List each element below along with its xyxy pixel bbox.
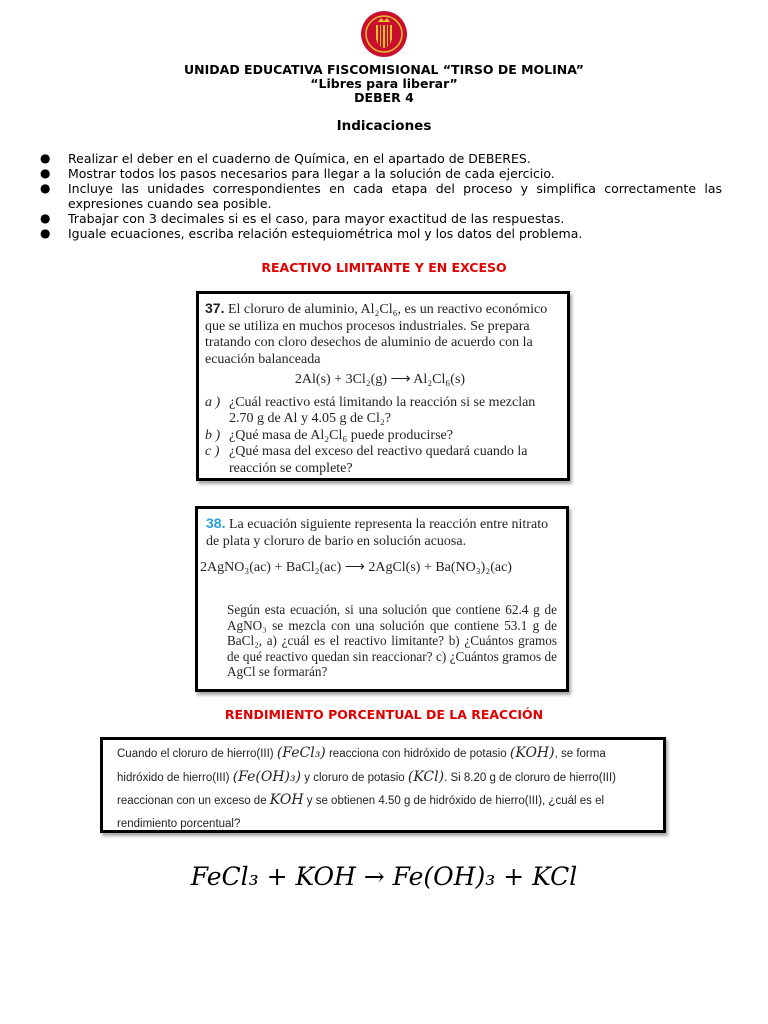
problem-37-box [196, 291, 570, 481]
bullet-icon: ● [40, 151, 51, 165]
subquestion-c: c ) ¿Qué masa del exceso del reactivo quedará cuando la reacción se complete? [205, 444, 528, 476]
instruction-item: ● Incluye las unidades correspondientes en cada etapa del proceso y simplifica correctamente las expresiones cuando sea posible. [40, 181, 722, 211]
problem-38-intro: La ecuación siguiente representa la reacción entre nitrato de plata y cloruro de bario en solución acuosa. [206, 517, 549, 549]
school-crest-logo [360, 10, 408, 58]
problem-37-equation: 2Al(s) + 3Cl₂(g) ⟶ Al₂Cl₆(s) [294, 372, 466, 387]
subquestion-a: a ) ¿Cuál reactivo está limitando la reacción si se mezclan 2.70 g de Al y 4.05 g de Cl₂? [205, 394, 536, 426]
assignment-title: DEBER 4 [354, 90, 414, 105]
subquestion-b: b ) ¿Qué masa de Al₂Cl₆ puede producirse? [205, 427, 453, 443]
problem-38-box [195, 506, 569, 692]
final-chemical-equation: FeCl₃ + KOH → Fe(OH)₃ + KCl [190, 862, 578, 891]
instruction-item: ● Mostrar todos los pasos necesarios para llegar a la solución de cada ejercicio. [40, 166, 555, 181]
problem-37-intro: El cloruro de aluminio, Al₂Cl₆, es un reactivo económico que se utiliza en muchos procesos industriales. Se prepara tratando con cloro desechos de aluminio de acuerdo con la ecuación balanceada [205, 302, 548, 367]
bullet-icon: ● [40, 181, 51, 195]
section-title-limiting-reagent: REACTIVO LIMITANTE Y EN EXCESO [261, 260, 507, 275]
instructions-list [38, 151, 722, 241]
instruction-item: ● Realizar el deber en el cuaderno de Química, en el apartado de DEBERES. [40, 151, 531, 166]
school-motto: “Libres para liberar” [310, 76, 458, 91]
instruction-item: ● Trabajar con 3 decimales si es el caso, para mayor exactitud de las respuestas. [40, 211, 565, 226]
school-name: UNIDAD EDUCATIVA FISCOMISIONAL “TIRSO DE MOLINA” [184, 62, 584, 77]
problem-37-text [205, 300, 555, 477]
instructions-heading: Indicaciones [336, 118, 432, 134]
problem-number: 37. [205, 300, 225, 316]
problem-38-question: Según esta ecuación, si una solución que contiene 62.4 g de AgNO₃ se mezcla con una solución que contiene 53.1 g de BaCl₂, a) ¿cuál es el reactivo limitante? b) ¿Cuántos gramos de qué reactivo quedan sin reaccionar? c) ¿Cuántos gramos de AgCl se formarán? [227, 602, 557, 679]
problem-number: 38. [206, 515, 226, 531]
problem-38-intro-block [206, 515, 558, 550]
problem-38-equation: 2AgNO₃(ac) + BaCl₂(ac) ⟶ 2AgCl(s) + Ba(NO₃)₂(ac) [200, 560, 512, 575]
section-title-percent-yield: RENDIMIENTO PORCENTUAL DE LA REACCIÓN [224, 707, 544, 722]
instruction-item: ● Iguale ecuaciones, escriba relación estequiométrica mol y los datos del problema. [40, 226, 583, 241]
percent-yield-problem-box [100, 737, 666, 833]
bullet-icon: ● [40, 166, 51, 180]
bullet-icon: ● [40, 211, 51, 225]
bullet-icon: ● [40, 226, 51, 240]
percent-yield-problem-text: Cuando el cloruro de hierro(III) (FeCl₃) reacciona con hidróxido de potasio (KOH), se forma hidróxido de hierro(III) (Fe(OH)₃) y cloruro de potasio (KCl). Si 8.20 g de cloruro de hierro(III) reaccionan con un exceso de KOH y se obtienen 4.50 g de hidróxido de hierro(III), ¿cuál es el rendimiento porcentual? [117, 745, 617, 830]
